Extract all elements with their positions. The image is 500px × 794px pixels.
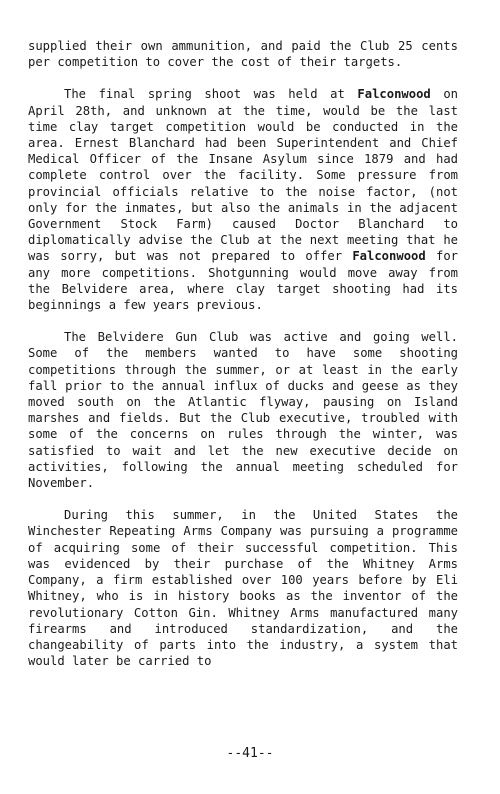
text-run: The final spring shoot was held at <box>64 87 358 102</box>
text-run: on April 28th, and unknown at the time, would be the last time clay target competition would be conducted in the area. Ernest Blanchard had been Superintendent and Chief Medical Officer of the Insane Asylum since 1879 and had complete control over the facility. Some pressure from provincial officials relative to the noise factor, (not only for the inmates, but also the animals in the adjacent Government Stock Farm) caused Doctor Blanchard to diplomatically advise the Club at the next meeting that he was sorry, but was not prepared to offer <box>28 87 459 264</box>
text-run: During this summer, in the United States the Winchester Repeating Arms Company was pursuing a programme of acquiring some of their successful competition. This was evidenced by their purchase of the Whitney Arms Company, a firm established over 100 years before by Eli Whitney, who is in history books as the inventor of the revolutionary Cotton Gin. Whitney Arms manufactured many firearms and introduced standardization, and the changeability of parts into the industry, a system that would later be carried to <box>28 508 458 669</box>
paragraph-4 <box>28 507 458 669</box>
body-text <box>28 38 458 669</box>
paragraph-1 <box>28 38 458 70</box>
text-run: for any more competitions. Shotgunning would move away from the Belvidere area, where clay target shooting had its beginnings a few years previous. <box>28 249 458 313</box>
text-run: The Belvidere Gun Club was active and going well. Some of the members wanted to have some shooting competitions through the summer, or at least in the early fall prior to the annual influx of ducks and geese as they moved south on the Atlantic flyway, pausing on Island marshes and fields. But the Club executive, troubled with some of the concerns on rules through the winter, was satisfied to wait and let the new executive decide on activities, following the annual meeting scheduled for November. <box>28 330 458 491</box>
page-number: --41-- <box>226 746 274 761</box>
bold-place-name: Falconwood <box>352 249 426 264</box>
text-run: supplied their own ammunition, and paid the Club 25 cents per competition to cover the cost of their targets. <box>28 39 458 70</box>
paragraph-2 <box>28 86 458 313</box>
bold-place-name: Falconwood <box>357 87 431 102</box>
paragraph-3 <box>28 329 458 491</box>
